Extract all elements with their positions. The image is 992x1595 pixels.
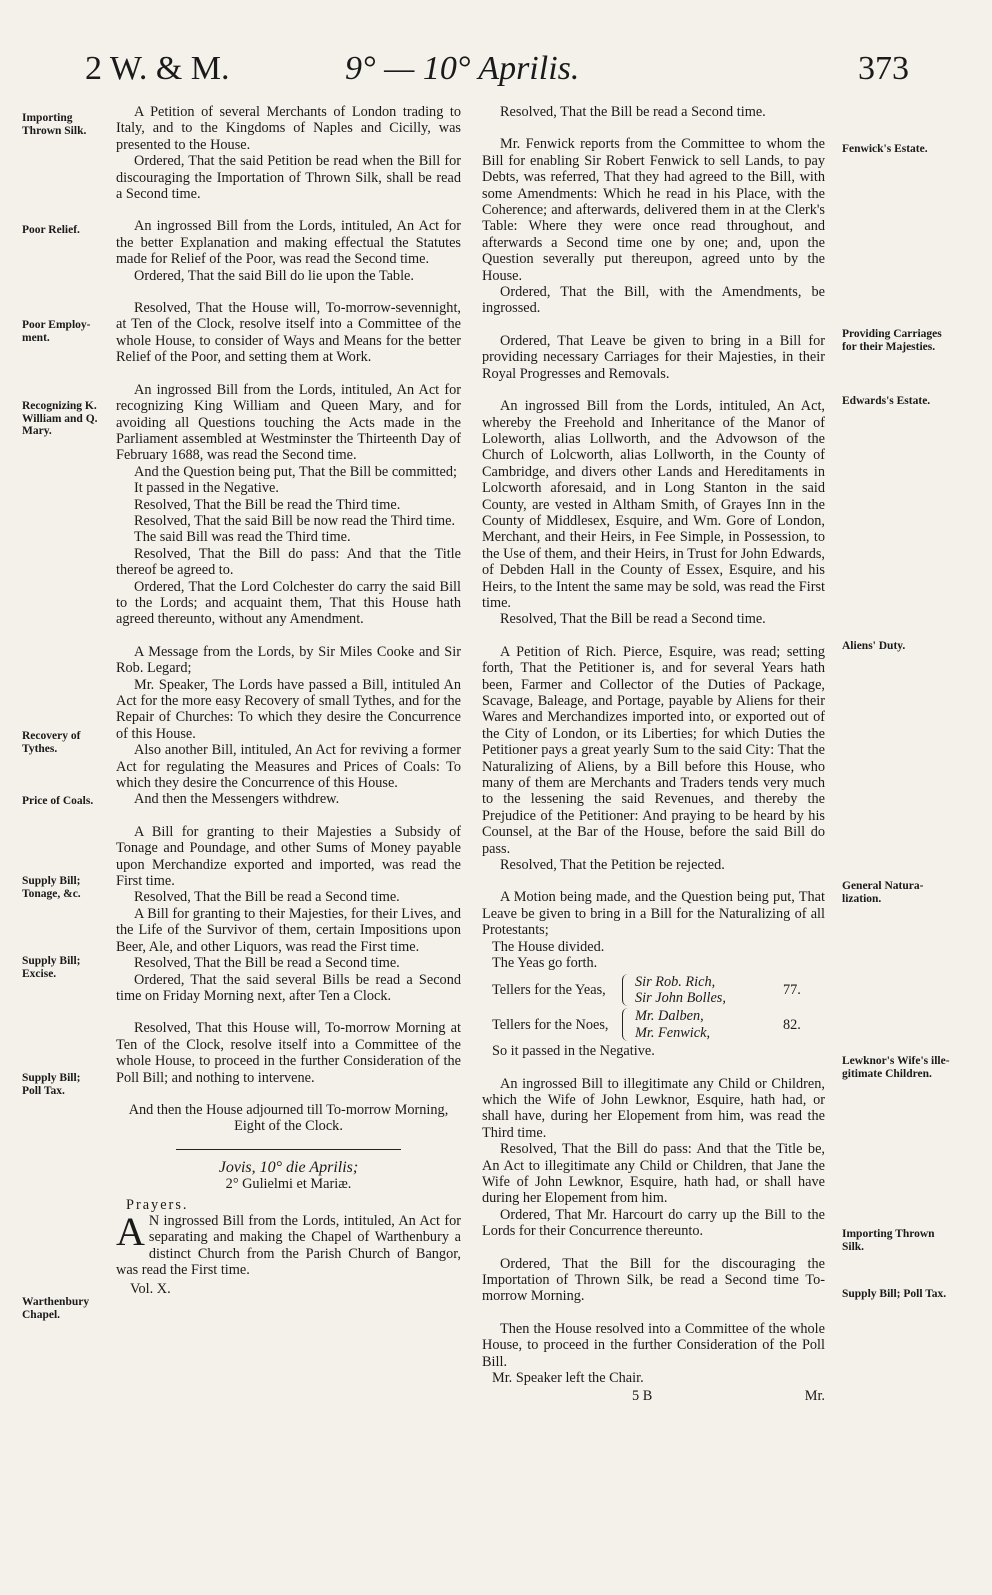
teller-name: Mr. Fenwick, — [635, 1024, 711, 1041]
margin-note: Price of Coals. — [22, 795, 94, 807]
paragraph: An ingrossed Bill from the Lords, intituled, An Act, whereby the Freehold and Inheritance of the Manor of Loleworth, alias Lollworth, and the Advowson of the Church of Lolcworth, alias Lollworth, in the County of Cambridge, and divers other Lands and Hereditaments in Lolcworth aforesaid, and in Long Stanton in the said County, are vested in Altham Smith, of Grayes Inn in the County of Middlesex, Esquire, and Wm. Gore of London, Merchant, and their Heirs, in Fee Simple, in Possession, to the Use of them, and their Heirs, in Trust for John Edwards, of Debden Hall in the County of Essex, Esquire, and his Heirs, to the Intent the same may be sold, was read the First time. — [482, 398, 825, 611]
vote-count: 77. — [783, 981, 801, 998]
paragraph: An ingrossed Bill from the Lords, intituled, An Act for the better Explanation and making effectual the Statutes made for Relief of the Poor, was read the Second time. — [116, 218, 461, 268]
paragraph: Ordered, That the said Bill do lie upon the Table. — [134, 267, 414, 284]
header-date: 9° — 10° Aprilis. — [345, 50, 580, 87]
right-column — [482, 104, 825, 1405]
paragraph: And the Question being put, That the Bill be committed; — [134, 463, 457, 480]
paragraph: Ordered, That the Bill for the discouraging the Importation of Thrown Silk, be read a Second time To-morrow Morning. — [482, 1255, 825, 1305]
section-divider — [176, 1149, 401, 1150]
volume-mark: Vol. X. — [130, 1280, 171, 1297]
margin-note: Supply Bill; Poll Tax. — [22, 1072, 81, 1097]
tellers-noes — [492, 1008, 825, 1041]
margin-note: Supply Bill; Poll Tax. — [842, 1288, 947, 1300]
drop-cap: A — [116, 1208, 145, 1254]
teller-name: Sir John Bolles, — [635, 989, 726, 1006]
paragraph: Ordered, That the said several Bills be read a Second time on Friday Morning next, after Ten a Clock. — [116, 971, 461, 1004]
paragraph: Mr. Fenwick reports from the Committee to whom the Bill for enabling Sir Robert Fenwick to sell Lands, to pay Debts, was referred, That they had agreed to the Bill, with some Amendments: Which he read in his Place, with the Coherence; and afterwards, delivered them in at the Clerk's Table: Where they were once read throughout, and afterwards a Second time one by one; and, upon the Question severally put thereupon, agreed unto by the House. — [482, 136, 825, 284]
margin-note: General Natura-lization. — [842, 880, 924, 905]
margin-note: Warthenbury Chapel. — [22, 1296, 90, 1321]
paragraph: Ordered, That the Lord Colchester do carry the said Bill to the Lords; and acquaint them, That this House hath agreed thereunto, without any Amendment. — [116, 578, 461, 628]
paragraph: The Yeas go forth. — [492, 955, 598, 972]
margin-note: Importing Thrown Silk. — [842, 1228, 935, 1253]
paragraph: A Petition of Rich. Pierce, Esquire, was read; setting forth, That the Petitioner is, and for several Years hath been, Farmer and Collector of the Duties of Package, Scavage, Baleage, and Portage, payable by Aliens for their Wares and Merchandizes imported into, or exported out of the City of London, or its Liberties; for which Duties the Petitioner pays a great yearly Sum to the said City: That the Naturalizing of Aliens, by a Bill before this House, who many of them are Merchants and Traders tends very much to the lessening the said Revenues, and thereby the Prejudice of the Petitioner: And praying to be heard by his Counsel, at the Bar of the House, before the said Bill do pass. — [482, 643, 825, 857]
paragraph: Ordered, That Leave be given to bring in a Bill for providing necessary Carriages for their Majesties, in their Royal Progresses and Removals. — [482, 332, 825, 382]
teller-name: Mr. Dalben, — [635, 1008, 704, 1025]
margin-note: Providing Carriages for their Majesties. — [842, 328, 942, 353]
paragraph: Also another Bill, intituled, An Act for reviving a former Act for regulating the Measures and Prices of Coals: To which they desire the Concurrence of this House. — [116, 742, 461, 792]
paragraph: Resolved, That the Bill be read a Second time. — [134, 955, 400, 972]
paragraph: Ordered, That the Bill, with the Amendments, be ingrossed. — [482, 284, 825, 317]
paragraph: A Bill for granting to their Majesties a Subsidy of Tonage and Poundage, and other Sums of Money payable upon Merchandize exported and imported, was read the First time. — [116, 823, 461, 890]
teller-name: Sir Rob. Rich, — [635, 973, 716, 990]
tellers-label: Tellers for the Noes, — [492, 1016, 609, 1033]
catchword: Mr. — [804, 1388, 825, 1405]
margin-note: Importing Thrown Silk. — [22, 112, 87, 137]
teller-names — [622, 1008, 765, 1041]
paragraph: Ordered, That Mr. Harcourt do carry up the Bill to the Lords for their Concurrence thereunto. — [482, 1206, 825, 1240]
paragraph: The said Bill was read the Third time. — [134, 529, 351, 546]
margin-note: Fenwick's Estate. — [842, 143, 928, 155]
paragraph: Resolved, That the Bill do pass: And that the Title thereof be agreed to. — [116, 545, 461, 579]
margin-note: Poor Relief. — [22, 224, 80, 236]
paragraph: And then the Messengers withdrew. — [134, 791, 340, 808]
header-regnal-year: 2 W. & M. — [85, 50, 230, 87]
margin-note: Recovery of Tythes. — [22, 730, 81, 755]
paragraph: Mr. Speaker, The Lords have passed a Bill, intituled An Act for the more easy Recovery of small Tythes, and for the Repair of Churches: To which they desire the Concurrence of this House. — [116, 676, 461, 742]
margin-note: Aliens' Duty. — [842, 640, 906, 652]
teller-names — [622, 974, 765, 1007]
paragraph: Then the House resolved into a Committee of the whole House, to proceed in the further Consideration of the Poll Bill. — [482, 1320, 825, 1370]
prayers-heading: Prayers. — [126, 1196, 189, 1213]
regnal-line: 2° Gulielmi et Mariæ. — [225, 1176, 352, 1193]
paragraph: The House divided. — [492, 938, 605, 955]
sitting-date: Jovis, 10° die Aprilis; — [218, 1158, 359, 1176]
paragraph: An ingrossed Bill from the Lords, intituled, An Act for recognizing King William and Queen Mary, and for avoiding all Questions touching the Acts made in the Parliament assembled at Westminster the Thirteenth Day of February 1688, was read the Second time. — [116, 381, 461, 464]
margin-note: Recognizing K. William and Q. Mary. — [22, 400, 98, 437]
paragraph: Resolved, That the Petition be rejected. — [500, 857, 725, 874]
paragraph: Mr. Speaker left the Chair. — [492, 1370, 644, 1387]
left-column — [116, 104, 461, 1297]
page-number: 373 — [858, 50, 909, 87]
paragraph: A Petition of several Merchants of London trading to Italy, and to the Kingdoms of Naples and Cicilly, was presented to the House. — [116, 104, 461, 153]
paragraph: A Motion being made, and the Question being put, That Leave be given to bring in a Bill for the Naturalizing of all Protestants; — [482, 889, 825, 939]
paragraph: Resolved, That the Bill be read the Third time. — [134, 496, 401, 513]
paragraph: Resolved, That this House will, To-morrow Morning at Ten of the Clock, resolve itself into a Committee of the whole House, to proceed in the further Consideration of the Poll Bill; and nothing to intervene. — [116, 1020, 461, 1086]
tellers-yeas — [492, 974, 825, 1007]
paragraph: Ordered, That the said Petition be read when the Bill for discouraging the Importation of Thrown Silk, shall be read a Second time. — [116, 153, 461, 203]
paragraph: Resolved, That the Bill be read a Second time. — [500, 611, 766, 628]
margin-note: Poor Employ-ment. — [22, 319, 91, 344]
paragraph: Resolved, That the House will, To-morrow-sevennight, at Ten of the Clock, resolve itself into a Committee of the whole House, to consider of Ways and Means for the better Relief of the Poor, and setting them at Work. — [116, 300, 461, 366]
margin-note: Lewknor's Wife's ille-gitimate Children. — [842, 1055, 950, 1080]
paragraph: Resolved, That the Bill do pass: And that the Title be, An Act to illegitimate any Child or Children, that Jane the Wife of John Lewknor, Esquire, hath had, or shall have during her Elopement from him. — [482, 1141, 825, 1207]
paragraph: It passed in the Negative. — [134, 480, 279, 497]
adjournment: And then the House adjourned till To-morrow Morning, Eight of the Clock. — [128, 1101, 449, 1135]
paragraph: So it passed in the Negative. — [492, 1043, 655, 1060]
running-header — [0, 50, 992, 100]
tellers-label: Tellers for the Yeas, — [492, 981, 606, 998]
signature-mark: 5 B — [632, 1388, 653, 1405]
paragraph: A Message from the Lords, by Sir Miles Cooke and Sir Rob. Legard; — [116, 643, 461, 677]
paragraph: N ingrossed Bill from the Lords, intituled, An Act for separating and making the Chapel of Warthenbury a distinct Church from the Parish Church of Bangor, was read the First time. — [116, 1212, 461, 1279]
paragraph: Resolved, That the Bill be read a Second time. — [134, 889, 400, 906]
paragraph: A Bill for granting to their Majesties, for their Lives, and the Life of the Survivor of them, certain Impositions upon Beer, Ale, and other Liquors, was read the First time. — [116, 905, 461, 955]
paragraph: An ingrossed Bill to illegitimate any Child or Children, which the Wife of John Lewknor, Esquire, hath had, or shall have, during her Elopement from him, was read the Third time. — [482, 1075, 825, 1141]
vote-count: 82. — [783, 1016, 801, 1033]
paragraph: Resolved, That the said Bill be now read the Third time. — [134, 512, 456, 529]
paragraph: Resolved, That the Bill be read a Second time. — [500, 104, 766, 120]
margin-note: Supply Bill; Tonage, &c. — [22, 875, 81, 900]
margin-note: Supply Bill; Excise. — [22, 955, 81, 980]
margin-note: Edwards's Estate. — [842, 395, 931, 407]
